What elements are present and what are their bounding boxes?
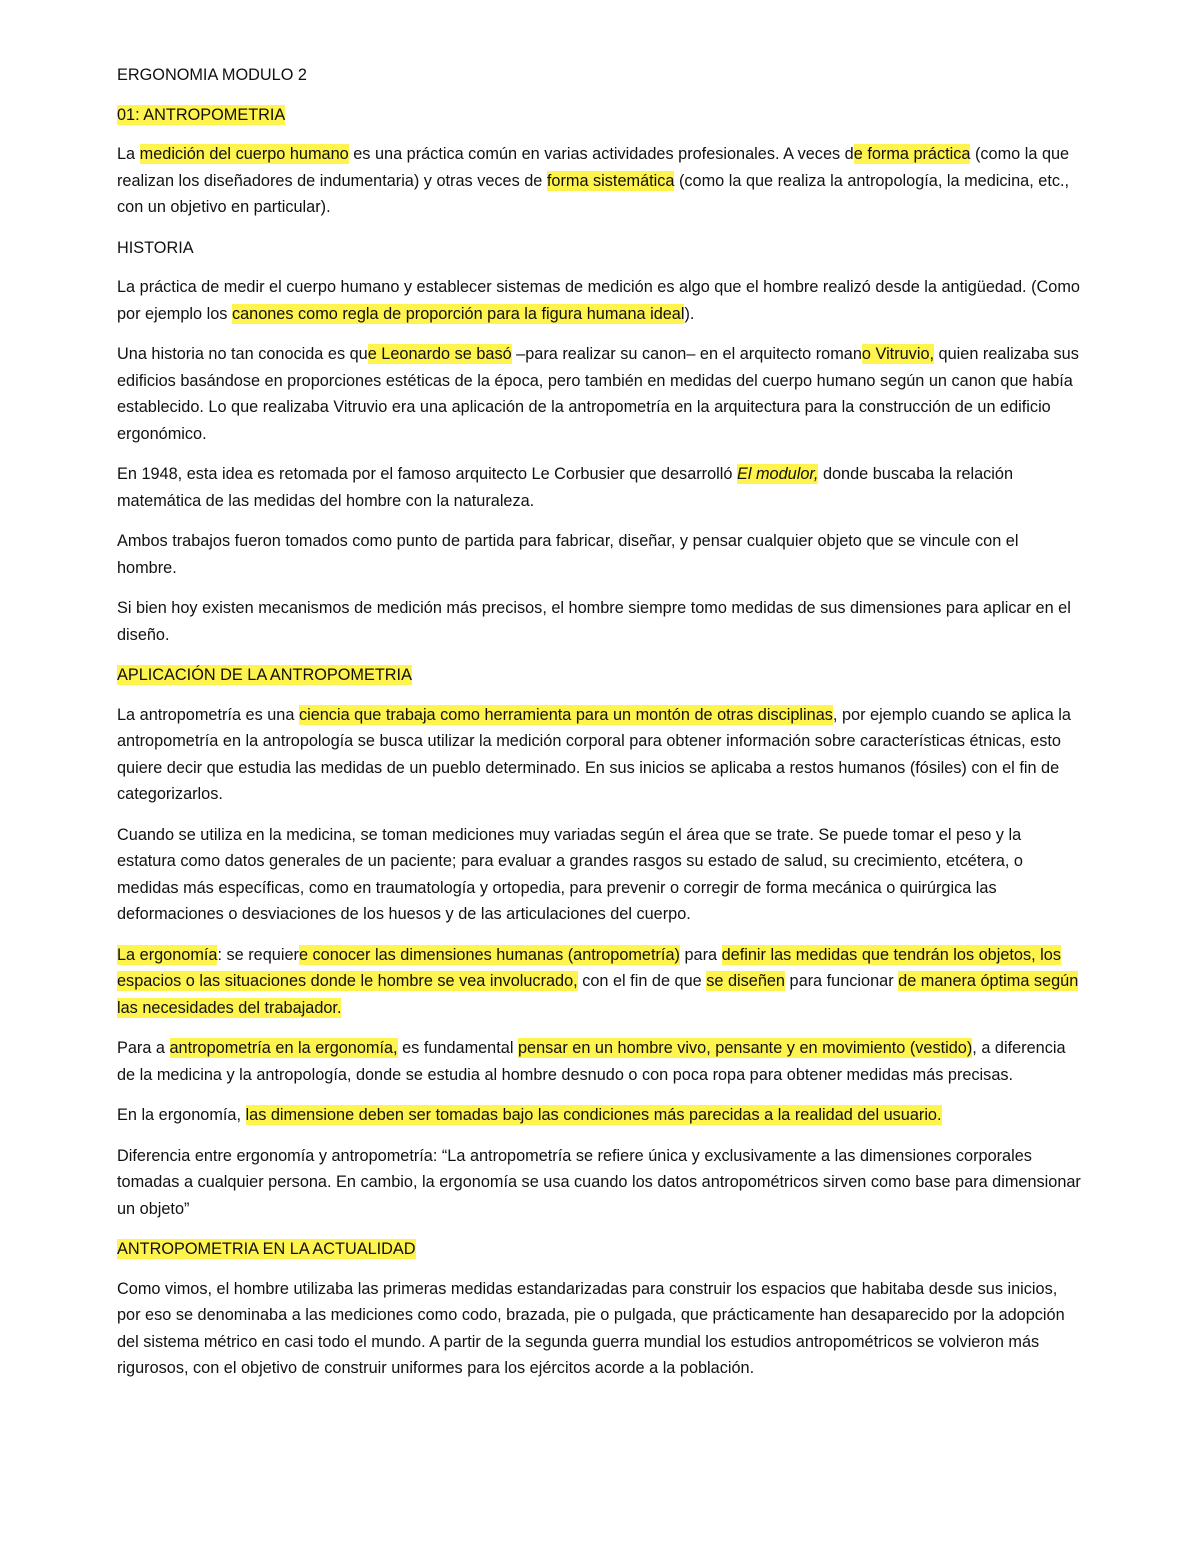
paragraph xyxy=(117,822,1082,928)
section-heading xyxy=(117,662,1082,689)
text-run: En la ergonomía, xyxy=(117,1106,246,1124)
highlighted-text: definir las medidas que tendrán los objetos, los espacios o las situaciones donde le hombre se vea involucrado, xyxy=(117,945,1061,990)
text-run: –para realizar su canon– en el arquitecto roman xyxy=(511,345,862,363)
paragraph xyxy=(117,595,1082,648)
highlighted-text: de manera óptima según las necesidades del trabajador. xyxy=(117,972,1079,1017)
highlighted-text: medición del cuerpo humano xyxy=(139,145,349,163)
paragraph xyxy=(117,461,1082,514)
highlighted-text: canones como regla de proporción para la figura humana ideal xyxy=(231,304,685,323)
text-run: Como vimos, el hombre utilizaba las primeras medidas estandarizadas para construir los espacios que habitaba desde sus inicios, por eso se denominaba a las mediciones como codo, brazada, pie o pulgada, que prácticamente han desaparecido por la adopción del sistema métrico en casi todo el mundo. A partir de la segunda guerra mundial los estudios antropométricos se volvieron más rigurosos, con el objetivo de construir uniformes para los ejércitos acorde a la población. xyxy=(117,1279,1065,1377)
paragraph xyxy=(117,1102,1082,1129)
text-run: : se requier xyxy=(217,945,299,964)
text-run: Si bien hoy existen mecanismos de medición más precisos, el hombre siempre tomo medidas de sus dimensiones para aplicar en el diseño. xyxy=(117,599,1071,644)
paragraph xyxy=(117,341,1082,447)
highlighted-text: ciencia que trabaja como herramienta para un montón de otras disciplinas xyxy=(298,705,833,724)
paragraph xyxy=(117,274,1082,327)
text-run: para xyxy=(679,945,722,964)
text-run: con el fin de que xyxy=(577,972,707,990)
highlighted-text: 01: ANTROPOMETRIA xyxy=(117,105,286,124)
highlighted-text: e forma práctica xyxy=(853,145,971,163)
text-run: para funcionar xyxy=(785,972,899,990)
text-run: La práctica de medir el cuerpo humano y establecer sistemas de medición es algo que el hombre realizó desde la antigüedad. (Como por ejemplo los xyxy=(117,278,1080,323)
document-body xyxy=(117,102,1082,1382)
highlighted-text: La ergonomía xyxy=(117,945,218,964)
paragraph xyxy=(117,528,1082,581)
text-run: Cuando se utiliza en la medicina, se toman mediciones muy variadas según el área que se trate. Se puede tomar el peso y la estatura como datos generales de un paciente; para evaluar a grandes rasgos su estado de salud, su crecimiento, etcétera, o medidas más específicas, como en traumatología y ortopedia, para prevenir o corregir de forma mecánica o quirúrgica las deformaciones o desviaciones de los huesos y de las articulaciones del cuerpo. xyxy=(117,825,1023,923)
highlighted-text: APLICACIÓN DE LA ANTROPOMETRIA xyxy=(117,666,412,684)
text-run: donde buscaba la relación matemática de las medidas del hombre con la naturaleza. xyxy=(117,465,1014,510)
highlighted-text: antropometría en la ergonomía, xyxy=(169,1039,398,1057)
text-run: La antropometría es una xyxy=(117,705,299,724)
paragraph xyxy=(117,141,1082,221)
text-run: HISTORIA xyxy=(117,238,194,257)
paragraph xyxy=(117,702,1082,808)
text-run: Una historia no tan conocida es qu xyxy=(117,345,368,363)
text-run: (como la que realiza la antropología, la medicina, etc., con un objetivo en particular). xyxy=(117,171,1070,216)
text-run: ). xyxy=(684,304,695,323)
text-run: quien realizaba sus edificios basándose en proporciones estéticas de la época, pero también en medidas del cuerpo humano según un canon que había establecido. Lo que realizaba Vitruvio era una aplicación de la antropometría en la arquitectura para la construcción de un edificio ergonómico. xyxy=(117,345,1079,443)
section-heading xyxy=(117,102,1082,129)
highlighted-text: e conocer las dimensiones humanas (antropometría) xyxy=(298,945,680,964)
paragraph xyxy=(117,1276,1082,1382)
highlighted-text: las dimensione deben ser tomadas bajo las condiciones más parecidas a la realidad del usuario. xyxy=(245,1106,942,1124)
text-run: (como la que realizan los diseñadores de indumentaria) y otras veces de xyxy=(117,145,1070,190)
highlighted-text: se diseñen xyxy=(706,972,785,990)
paragraph xyxy=(117,1035,1082,1088)
text-run: Ambos trabajos fueron tomados como punto de partida para fabricar, diseñar, y pensar cualquier objeto que se vincule con el hombre. xyxy=(117,532,1019,577)
text-run: La xyxy=(117,145,140,163)
text-run: es una práctica común en varias actividades profesionales. A veces d xyxy=(348,145,854,163)
section-heading xyxy=(117,235,1082,262)
highlighted-text: e Leonardo se basó xyxy=(367,345,512,363)
highlighted-text: o Vitruvio, xyxy=(861,345,935,363)
text-run: En 1948, esta idea es retomada por el famoso arquitecto Le Corbusier que desarrolló xyxy=(117,465,737,483)
document-title: ERGONOMIA MODULO 2 xyxy=(117,66,307,84)
highlighted-text: pensar en un hombre vivo, pensante y en movimiento (vestido) xyxy=(517,1039,973,1057)
text-run: , por ejemplo cuando se aplica la antropometría en la antropología se busca utilizar la medición corporal para obtener información sobre características étnicas, esto quiere decir que estudia las medidas de un pueblo determinado. En sus inicios se aplicaba a restos humanos (fósiles) con el fin de categorizarlos. xyxy=(117,705,1071,803)
paragraph xyxy=(117,942,1082,1022)
highlighted-text: El modulor, xyxy=(736,465,819,483)
section-heading xyxy=(117,1236,1082,1263)
highlighted-text: ANTROPOMETRIA EN LA ACTUALIDAD xyxy=(117,1240,416,1258)
text-run: Diferencia entre ergonomía y antropometría: “La antropometría se refiere única y exclusivamente a las dimensiones corporales tomadas a cualquier persona. En cambio, la ergonomía se usa cuando los datos antropométricos sirven como base para dimensionar un objeto” xyxy=(117,1146,1081,1218)
paragraph xyxy=(117,1143,1082,1223)
text-run: es fundamental xyxy=(397,1039,518,1057)
text-run: , a diferencia de la medicina y la antropología, donde se estudia al hombre desnudo o con poca ropa para obtener medidas más precisas. xyxy=(117,1039,1066,1084)
highlighted-text: forma sistemática xyxy=(546,171,675,190)
text-run: Para a xyxy=(117,1039,170,1057)
